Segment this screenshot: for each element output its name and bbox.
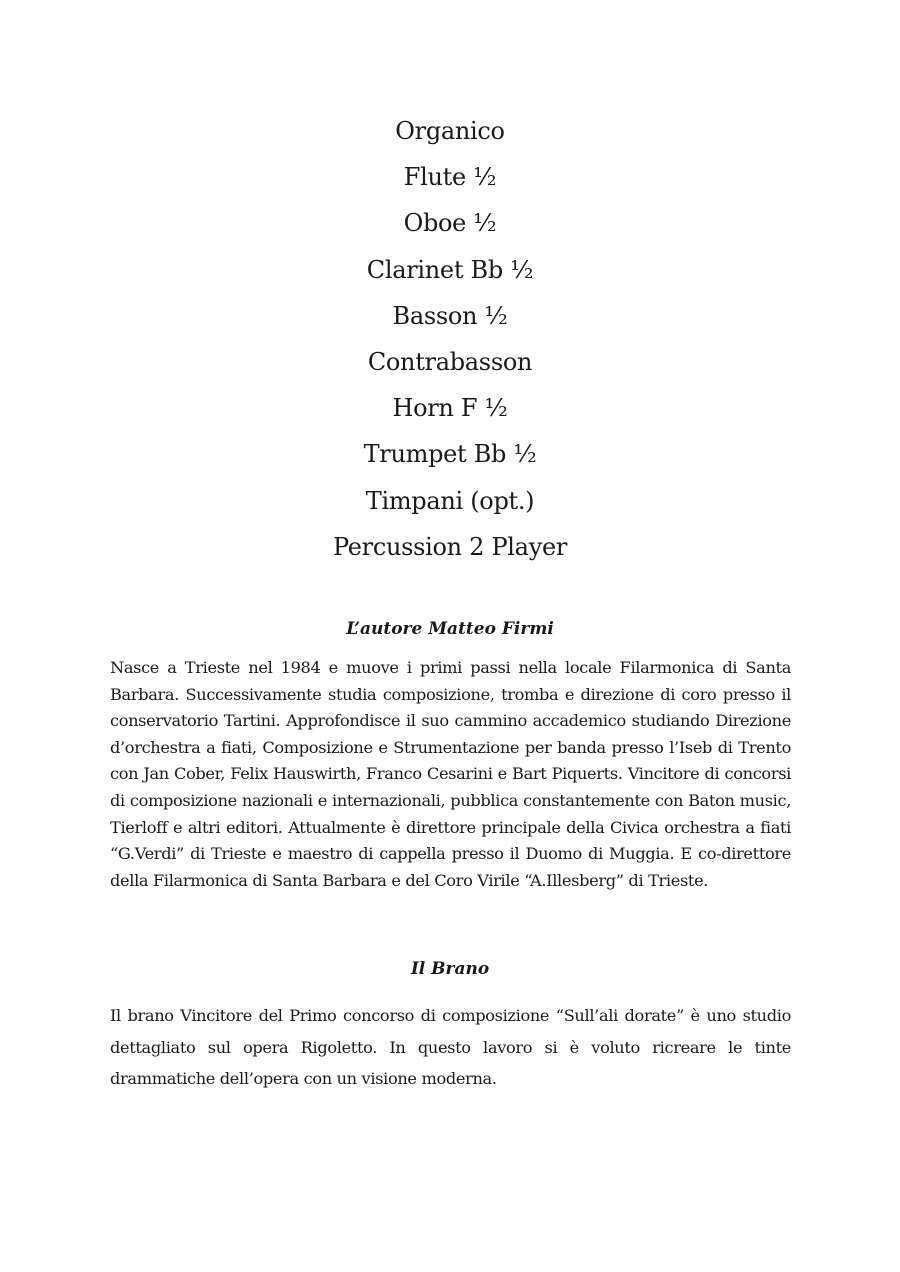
author-heading: L’autore Matteo Firmi bbox=[346, 619, 554, 639]
instrument-item: Flute ½ bbox=[403, 163, 497, 192]
instrument-item: Timpani (opt.) bbox=[365, 486, 535, 515]
instrumentation-heading: Organico bbox=[395, 117, 505, 145]
instrument-item: Trumpet Bb ½ bbox=[363, 440, 537, 469]
instrument-item: Clarinet Bb ½ bbox=[366, 255, 534, 284]
piece-heading: Il Brano bbox=[410, 959, 490, 979]
piece-description: Il brano Vincitore del Primo concorso di composizione “Sull’ali dorate” è uno studio dettagliato sul opera Rigoletto. In questo lavoro si è voluto ricreare le tinte drammatiche dell’opera con un visione moderna. bbox=[110, 1006, 791, 1088]
instrument-item: Basson ½ bbox=[392, 301, 508, 330]
instrument-item: Contrabasson bbox=[367, 347, 533, 376]
instrument-item: Horn F ½ bbox=[392, 394, 508, 423]
instrument-item: Percussion 2 Player bbox=[332, 532, 568, 561]
instrument-item: Oboe ½ bbox=[403, 209, 497, 238]
instrumentation-list bbox=[0, 108, 900, 570]
author-bio: Nasce a Trieste nel 1984 e muove i primi passi nella locale Filarmonica di Santa Barbara. Successivamente studia composizione, tromba e direzione di coro presso il conservatorio Tartini. Approfondisce il suo cammino accademico studiando Direzione d’orchestra a fiati, Composizione e Strumentazione per banda presso l’Iseb di Trento con Jan Cober, Felix Hauswirth, Franco Cesarini e Bart Piquerts. Vincitore di concorsi di composizione nazionali e internazionali, pubblica constantemente con Baton music, Tierloff e altri editori. Attualmente è direttore principale della Civica orchestra a fiati “G.Verdi” di Trieste e maestro di cappella presso il Duomo di Muggia. E co-direttore della Filarmonica di Santa Barbara e del Coro Virile “A.Illesberg” di Trieste. bbox=[110, 658, 791, 890]
